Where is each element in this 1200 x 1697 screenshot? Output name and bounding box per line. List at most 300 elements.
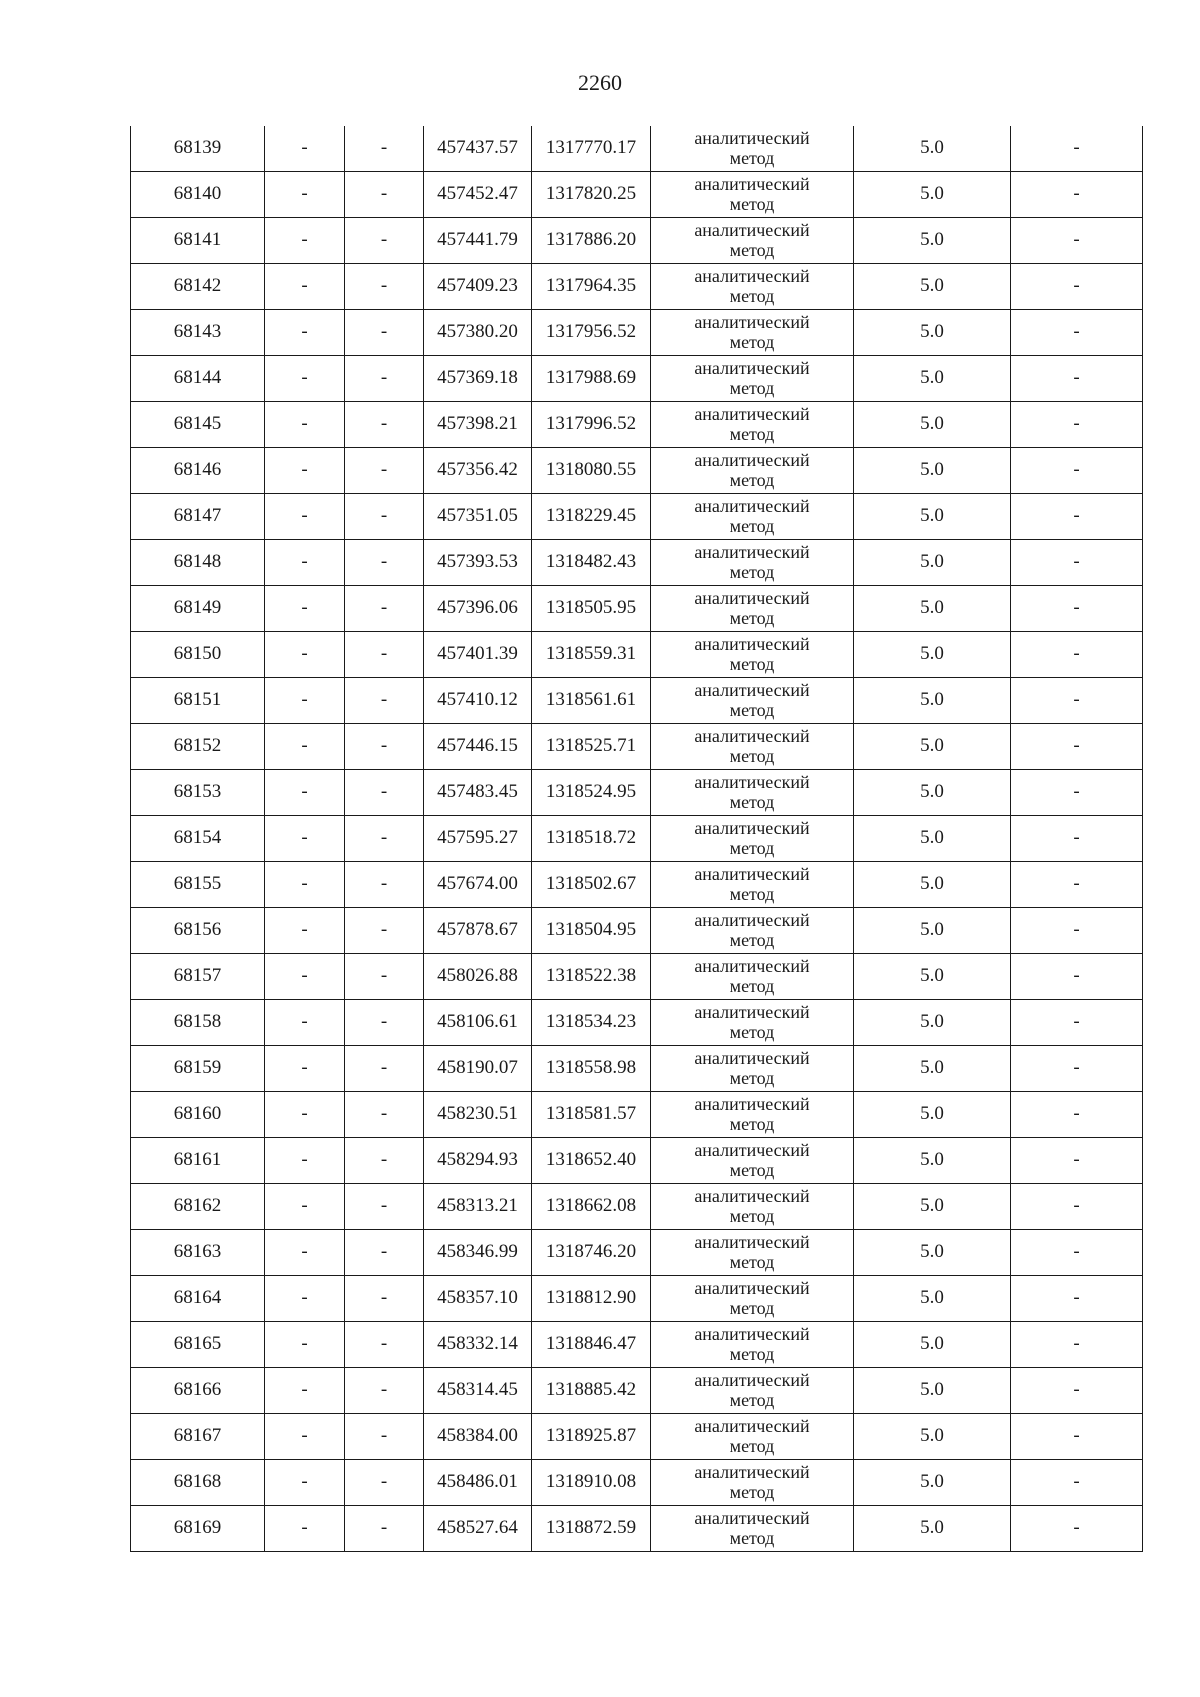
x-coordinate-cell: 458294.93 [424,1138,532,1184]
precision-cell: 5.0 [854,1506,1011,1552]
dash-cell: - [265,1506,345,1552]
method-line-2: метод [729,883,775,904]
point-id-cell: 68144 [131,356,265,402]
table-row [131,1322,1143,1368]
x-coordinate-cell: 457393.53 [424,540,532,586]
y-coordinate-cell: 1318746.20 [532,1230,651,1276]
method-line-2: метод [729,147,775,168]
method-line-1: аналитический [694,265,810,286]
dash-cell: - [345,632,424,678]
point-id-cell: 68148 [131,540,265,586]
method-line-1: аналитический [694,1185,810,1206]
point-id-cell: 68154 [131,816,265,862]
dash-cell: - [265,218,345,264]
method-line-2: метод [729,285,775,306]
precision-cell: 5.0 [854,862,1011,908]
dash-cell: - [345,264,424,310]
table-row [131,1046,1143,1092]
y-coordinate-cell: 1318524.95 [532,770,651,816]
method-cell [651,1184,854,1230]
method-cell [651,172,854,218]
method-line-1: аналитический [694,311,810,332]
dash-cell: - [265,1000,345,1046]
y-coordinate-cell: 1318229.45 [532,494,651,540]
x-coordinate-cell: 458486.01 [424,1460,532,1506]
method-cell [651,1322,854,1368]
dash-cell: - [265,126,345,172]
y-coordinate-cell: 1318925.87 [532,1414,651,1460]
dash-cell: - [265,724,345,770]
point-id-cell: 68168 [131,1460,265,1506]
dash-cell: - [345,862,424,908]
dash-cell: - [265,1322,345,1368]
y-coordinate-cell: 1318662.08 [532,1184,651,1230]
y-coordinate-cell: 1318559.31 [532,632,651,678]
point-id-cell: 68161 [131,1138,265,1184]
method-line-1: аналитический [694,173,810,194]
dash-cell: - [345,1046,424,1092]
y-coordinate-cell: 1317956.52 [532,310,651,356]
method-line-2: метод [729,377,775,398]
precision-cell: 5.0 [854,172,1011,218]
method-cell [651,1276,854,1322]
table-row [131,1000,1143,1046]
point-id-cell: 68163 [131,1230,265,1276]
precision-cell: 5.0 [854,1230,1011,1276]
dash-cell: - [1011,494,1143,540]
method-line-2: метод [729,239,775,260]
table-row [131,1460,1143,1506]
method-cell [651,1414,854,1460]
x-coordinate-cell: 457356.42 [424,448,532,494]
dash-cell: - [345,1230,424,1276]
table-row [131,678,1143,724]
precision-cell: 5.0 [854,1460,1011,1506]
point-id-cell: 68151 [131,678,265,724]
x-coordinate-cell: 458346.99 [424,1230,532,1276]
method-line-2: метод [729,1251,775,1272]
dash-cell: - [1011,310,1143,356]
method-cell [651,218,854,264]
dash-cell: - [265,1138,345,1184]
point-id-cell: 68164 [131,1276,265,1322]
method-line-1: аналитический [694,495,810,516]
table-row [131,1368,1143,1414]
table-row [131,310,1143,356]
method-line-2: метод [729,837,775,858]
method-line-1: аналитический [694,909,810,930]
y-coordinate-cell: 1318482.43 [532,540,651,586]
dash-cell: - [265,1276,345,1322]
method-cell [651,1138,854,1184]
method-line-2: метод [729,745,775,766]
dash-cell: - [1011,770,1143,816]
method-line-2: метод [729,1435,775,1456]
dash-cell: - [345,1460,424,1506]
precision-cell: 5.0 [854,1322,1011,1368]
dash-cell: - [265,1046,345,1092]
x-coordinate-cell: 458313.21 [424,1184,532,1230]
dash-cell: - [265,264,345,310]
table-row [131,540,1143,586]
table-row [131,1414,1143,1460]
table-row [131,586,1143,632]
dash-cell: - [1011,264,1143,310]
y-coordinate-cell: 1318522.38 [532,954,651,1000]
method-cell [651,1368,854,1414]
precision-cell: 5.0 [854,1184,1011,1230]
x-coordinate-cell: 458314.45 [424,1368,532,1414]
dash-cell: - [1011,1276,1143,1322]
dash-cell: - [1011,1184,1143,1230]
method-line-1: аналитический [694,357,810,378]
method-cell [651,356,854,402]
x-coordinate-cell: 457441.79 [424,218,532,264]
method-line-2: метод [729,515,775,536]
method-cell [651,862,854,908]
method-cell [651,540,854,586]
y-coordinate-cell: 1318505.95 [532,586,651,632]
y-coordinate-cell: 1317996.52 [532,402,651,448]
dash-cell: - [1011,632,1143,678]
table-row [131,448,1143,494]
precision-cell: 5.0 [854,494,1011,540]
x-coordinate-cell: 458026.88 [424,954,532,1000]
x-coordinate-cell: 457410.12 [424,678,532,724]
dash-cell: - [1011,908,1143,954]
y-coordinate-cell: 1318581.57 [532,1092,651,1138]
dash-cell: - [265,1184,345,1230]
method-cell [651,816,854,862]
point-id-cell: 68141 [131,218,265,264]
y-coordinate-cell: 1317770.17 [532,126,651,172]
y-coordinate-cell: 1318504.95 [532,908,651,954]
point-id-cell: 68140 [131,172,265,218]
precision-cell: 5.0 [854,1092,1011,1138]
method-line-1: аналитический [694,1369,810,1390]
precision-cell: 5.0 [854,218,1011,264]
method-cell [651,1046,854,1092]
y-coordinate-cell: 1318502.67 [532,862,651,908]
dash-cell: - [345,586,424,632]
point-id-cell: 68149 [131,586,265,632]
table-row [131,172,1143,218]
dash-cell: - [345,1138,424,1184]
precision-cell: 5.0 [854,1138,1011,1184]
method-line-2: метод [729,929,775,950]
method-cell [651,126,854,172]
dash-cell: - [265,954,345,1000]
method-line-2: метод [729,1205,775,1226]
x-coordinate-cell: 458230.51 [424,1092,532,1138]
y-coordinate-cell: 1318561.61 [532,678,651,724]
dash-cell: - [265,678,345,724]
dash-cell: - [1011,448,1143,494]
dash-cell: - [345,1092,424,1138]
dash-cell: - [345,678,424,724]
method-line-1: аналитический [694,1277,810,1298]
x-coordinate-cell: 457878.67 [424,908,532,954]
dash-cell: - [1011,356,1143,402]
dash-cell: - [265,1230,345,1276]
x-coordinate-cell: 457595.27 [424,816,532,862]
table-row [131,908,1143,954]
method-line-1: аналитический [694,1093,810,1114]
method-line-1: аналитический [694,127,810,148]
dash-cell: - [1011,1092,1143,1138]
dash-cell: - [1011,1460,1143,1506]
method-line-2: метод [729,1343,775,1364]
point-id-cell: 68160 [131,1092,265,1138]
x-coordinate-cell: 457398.21 [424,402,532,448]
dash-cell: - [265,816,345,862]
method-cell [651,448,854,494]
point-id-cell: 68169 [131,1506,265,1552]
method-line-1: аналитический [694,725,810,746]
dash-cell: - [265,632,345,678]
table-row [131,1506,1143,1552]
precision-cell: 5.0 [854,402,1011,448]
dash-cell: - [1011,1414,1143,1460]
point-id-cell: 68147 [131,494,265,540]
dash-cell: - [1011,954,1143,1000]
dash-cell: - [345,1000,424,1046]
method-line-2: метод [729,653,775,674]
dash-cell: - [345,218,424,264]
dash-cell: - [265,540,345,586]
method-cell [651,1230,854,1276]
dash-cell: - [345,1506,424,1552]
method-line-1: аналитический [694,679,810,700]
method-line-1: аналитический [694,1507,810,1528]
method-cell [651,908,854,954]
table-row [131,1276,1143,1322]
method-cell [651,264,854,310]
method-line-1: аналитический [694,1047,810,1068]
dash-cell: - [265,494,345,540]
x-coordinate-cell: 457396.06 [424,586,532,632]
dash-cell: - [1011,1368,1143,1414]
precision-cell: 5.0 [854,540,1011,586]
method-line-1: аналитический [694,817,810,838]
table-row [131,494,1143,540]
dash-cell: - [265,908,345,954]
dash-cell: - [345,954,424,1000]
x-coordinate-cell: 457369.18 [424,356,532,402]
method-line-1: аналитический [694,1461,810,1482]
table-row [131,816,1143,862]
table-row [131,632,1143,678]
point-id-cell: 68159 [131,1046,265,1092]
table-row [131,218,1143,264]
y-coordinate-cell: 1318525.71 [532,724,651,770]
dash-cell: - [1011,402,1143,448]
precision-cell: 5.0 [854,126,1011,172]
dash-cell: - [345,1322,424,1368]
method-line-1: аналитический [694,633,810,654]
method-line-2: метод [729,607,775,628]
x-coordinate-cell: 458527.64 [424,1506,532,1552]
x-coordinate-cell: 457409.23 [424,264,532,310]
method-cell [651,954,854,1000]
y-coordinate-cell: 1318812.90 [532,1276,651,1322]
dash-cell: - [265,402,345,448]
dash-cell: - [265,1460,345,1506]
dash-cell: - [265,310,345,356]
method-line-2: метод [729,331,775,352]
point-id-cell: 68162 [131,1184,265,1230]
precision-cell: 5.0 [854,632,1011,678]
y-coordinate-cell: 1318872.59 [532,1506,651,1552]
y-coordinate-cell: 1318910.08 [532,1460,651,1506]
dash-cell: - [345,816,424,862]
method-cell [651,1000,854,1046]
dash-cell: - [345,1184,424,1230]
table-row [131,1230,1143,1276]
dash-cell: - [1011,724,1143,770]
y-coordinate-cell: 1317964.35 [532,264,651,310]
dash-cell: - [265,770,345,816]
point-id-cell: 68153 [131,770,265,816]
table-row [131,1138,1143,1184]
precision-cell: 5.0 [854,1276,1011,1322]
point-id-cell: 68167 [131,1414,265,1460]
method-line-2: метод [729,1113,775,1134]
x-coordinate-cell: 457380.20 [424,310,532,356]
dash-cell: - [265,1092,345,1138]
dash-cell: - [265,862,345,908]
method-line-2: метод [729,423,775,444]
precision-cell: 5.0 [854,448,1011,494]
table-row [131,770,1143,816]
method-line-2: метод [729,791,775,812]
dash-cell: - [345,356,424,402]
method-line-2: метод [729,1159,775,1180]
method-line-2: метод [729,1389,775,1410]
point-id-cell: 68139 [131,126,265,172]
dash-cell: - [1011,172,1143,218]
dash-cell: - [345,908,424,954]
dash-cell: - [345,724,424,770]
dash-cell: - [345,1368,424,1414]
point-id-cell: 68155 [131,862,265,908]
method-line-2: метод [729,1527,775,1548]
dash-cell: - [1011,218,1143,264]
table-row [131,126,1143,172]
x-coordinate-cell: 458106.61 [424,1000,532,1046]
dash-cell: - [345,126,424,172]
dash-cell: - [345,402,424,448]
dash-cell: - [1011,1046,1143,1092]
point-id-cell: 68142 [131,264,265,310]
method-cell [651,402,854,448]
x-coordinate-cell: 457674.00 [424,862,532,908]
y-coordinate-cell: 1318080.55 [532,448,651,494]
precision-cell: 5.0 [854,770,1011,816]
dash-cell: - [1011,586,1143,632]
dash-cell: - [265,586,345,632]
method-line-1: аналитический [694,1231,810,1252]
method-line-1: аналитический [694,863,810,884]
dash-cell: - [345,310,424,356]
method-line-1: аналитический [694,955,810,976]
dash-cell: - [1011,1230,1143,1276]
method-line-1: аналитический [694,1323,810,1344]
y-coordinate-cell: 1318846.47 [532,1322,651,1368]
table-row [131,1092,1143,1138]
y-coordinate-cell: 1318885.42 [532,1368,651,1414]
precision-cell: 5.0 [854,1368,1011,1414]
y-coordinate-cell: 1318652.40 [532,1138,651,1184]
dash-cell: - [345,172,424,218]
method-cell [651,586,854,632]
dash-cell: - [265,448,345,494]
table-row [131,954,1143,1000]
precision-cell: 5.0 [854,356,1011,402]
dash-cell: - [265,1414,345,1460]
method-cell [651,770,854,816]
y-coordinate-cell: 1318518.72 [532,816,651,862]
method-line-1: аналитический [694,1415,810,1436]
dash-cell: - [1011,1000,1143,1046]
method-cell [651,632,854,678]
method-line-1: аналитический [694,771,810,792]
table-row [131,356,1143,402]
dash-cell: - [1011,1322,1143,1368]
method-cell [651,1506,854,1552]
dash-cell: - [265,1368,345,1414]
method-line-2: метод [729,1067,775,1088]
precision-cell: 5.0 [854,954,1011,1000]
method-line-1: аналитический [694,1139,810,1160]
precision-cell: 5.0 [854,816,1011,862]
x-coordinate-cell: 457351.05 [424,494,532,540]
method-line-1: аналитический [694,403,810,424]
point-id-cell: 68158 [131,1000,265,1046]
table-row [131,402,1143,448]
point-id-cell: 68156 [131,908,265,954]
table-row [131,1184,1143,1230]
y-coordinate-cell: 1318534.23 [532,1000,651,1046]
dash-cell: - [1011,1506,1143,1552]
dash-cell: - [345,1276,424,1322]
method-line-2: метод [729,1481,775,1502]
dash-cell: - [1011,126,1143,172]
dash-cell: - [345,448,424,494]
dash-cell: - [1011,678,1143,724]
point-id-cell: 68157 [131,954,265,1000]
precision-cell: 5.0 [854,724,1011,770]
method-line-1: аналитический [694,219,810,240]
dash-cell: - [265,172,345,218]
method-line-1: аналитический [694,449,810,470]
precision-cell: 5.0 [854,908,1011,954]
precision-cell: 5.0 [854,264,1011,310]
method-cell [651,494,854,540]
table-row [131,724,1143,770]
point-id-cell: 68143 [131,310,265,356]
method-cell [651,724,854,770]
method-line-1: аналитический [694,1001,810,1022]
dash-cell: - [345,770,424,816]
page-number: 2260 [578,70,622,95]
dash-cell: - [265,356,345,402]
method-cell [651,1092,854,1138]
y-coordinate-cell: 1318558.98 [532,1046,651,1092]
x-coordinate-cell: 457437.57 [424,126,532,172]
x-coordinate-cell: 458384.00 [424,1414,532,1460]
method-line-1: аналитический [694,541,810,562]
